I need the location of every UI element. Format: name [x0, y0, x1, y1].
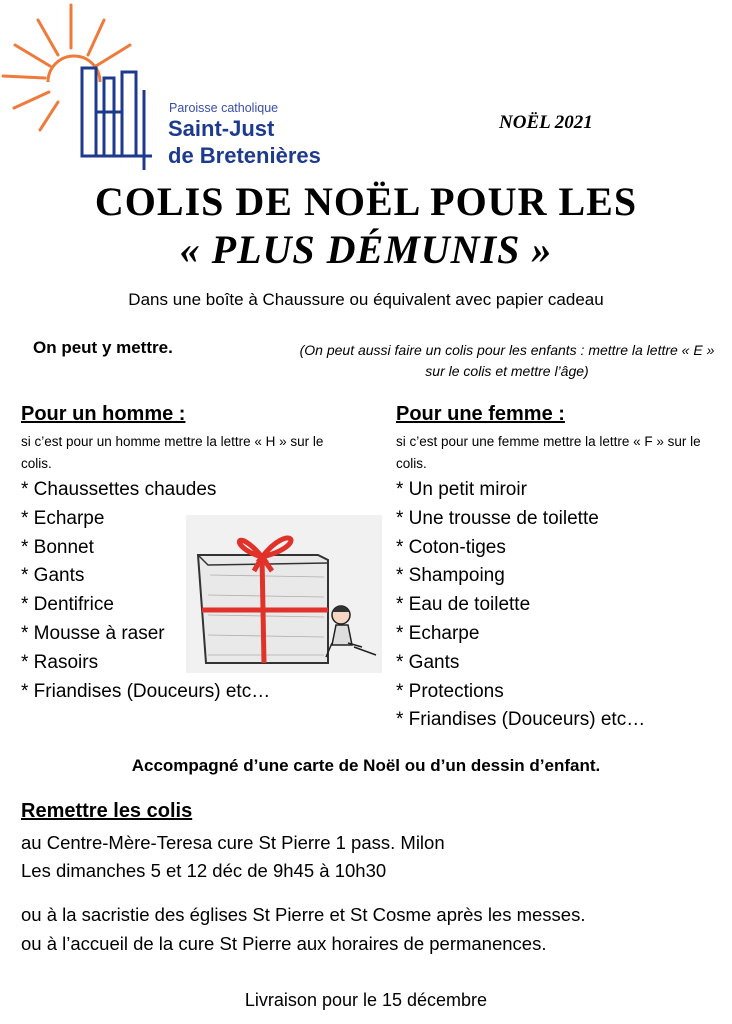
gift-box-illustration-icon — [186, 515, 382, 673]
handin-line: Les dimanches 5 et 12 déc de 9h45 à 10h30 — [21, 860, 387, 881]
list-item: * Coton-tiges — [396, 536, 506, 558]
list-item: * Shampoing — [396, 565, 505, 587]
logo-name-line2: de Bretenières — [168, 143, 321, 168]
men-section-hint: si c’est pour un homme mettre la lettre « H » sur le colis. — [21, 434, 324, 471]
handin-section-title: Remettre les colis — [21, 800, 193, 822]
list-item: * Bonnet — [21, 536, 94, 558]
list-item: * Echarpe — [21, 507, 105, 529]
list-item: * Mousse à raser — [21, 622, 165, 644]
list-item: * Rasoirs — [21, 651, 99, 673]
list-item: * Friandises (Douceurs) etc… — [21, 680, 271, 702]
list-item: * Friandises (Douceurs) etc… — [396, 709, 646, 731]
delivery-date: Livraison pour le 15 décembre — [244, 990, 488, 1010]
list-item: * Gants — [396, 651, 460, 673]
handin-line: ou à l’accueil de la cure St Pierre aux horaires de permanences. — [21, 933, 547, 954]
women-item-list — [396, 476, 645, 735]
handin-line: ou à la sacristie des églises St Pierre et St Cosme après les messes. — [21, 904, 586, 925]
logo-subtitle: Paroisse catholique — [169, 101, 279, 115]
logo-name-line1: Saint-Just — [168, 116, 275, 141]
women-section-title: Pour une femme : — [396, 403, 565, 425]
intro-text: On peut y mettre. — [33, 338, 173, 357]
main-title-line2: « PLUS DÉMUNIS » — [179, 227, 553, 272]
accompanied-note: Accompagné d’une carte de Noël ou d’un dessin d’enfant. — [131, 756, 601, 775]
main-title-line1: COLIS DE NOËL POUR LES — [94, 179, 638, 224]
men-section-title: Pour un homme : — [21, 403, 186, 425]
year-label: NOËL 2021 — [499, 112, 593, 133]
list-item: * Protections — [396, 680, 504, 702]
children-note: (On peut aussi faire un colis pour les enfants : mettre la lettre « E » sur le colis et mettre l’âge) — [299, 342, 715, 379]
parish-logo-icon — [0, 0, 170, 180]
list-item: * Echarpe — [396, 622, 480, 644]
list-item: * Chaussettes chaudes — [21, 479, 217, 500]
list-item: * Un petit miroir — [396, 479, 527, 500]
list-item: * Dentifrice — [21, 594, 114, 616]
women-section-hint: si c’est pour une femme mettre la lettre « F » sur le colis. — [396, 434, 701, 471]
handin-line: au Centre-Mère-Teresa cure St Pierre 1 pass. Milon — [21, 832, 445, 853]
list-item: * Gants — [21, 565, 85, 587]
subtitle: Dans une boîte à Chaussure ou équivalent avec papier cadeau — [128, 290, 604, 309]
list-item: * Eau de toilette — [396, 594, 531, 616]
list-item: * Une trousse de toilette — [396, 507, 599, 529]
